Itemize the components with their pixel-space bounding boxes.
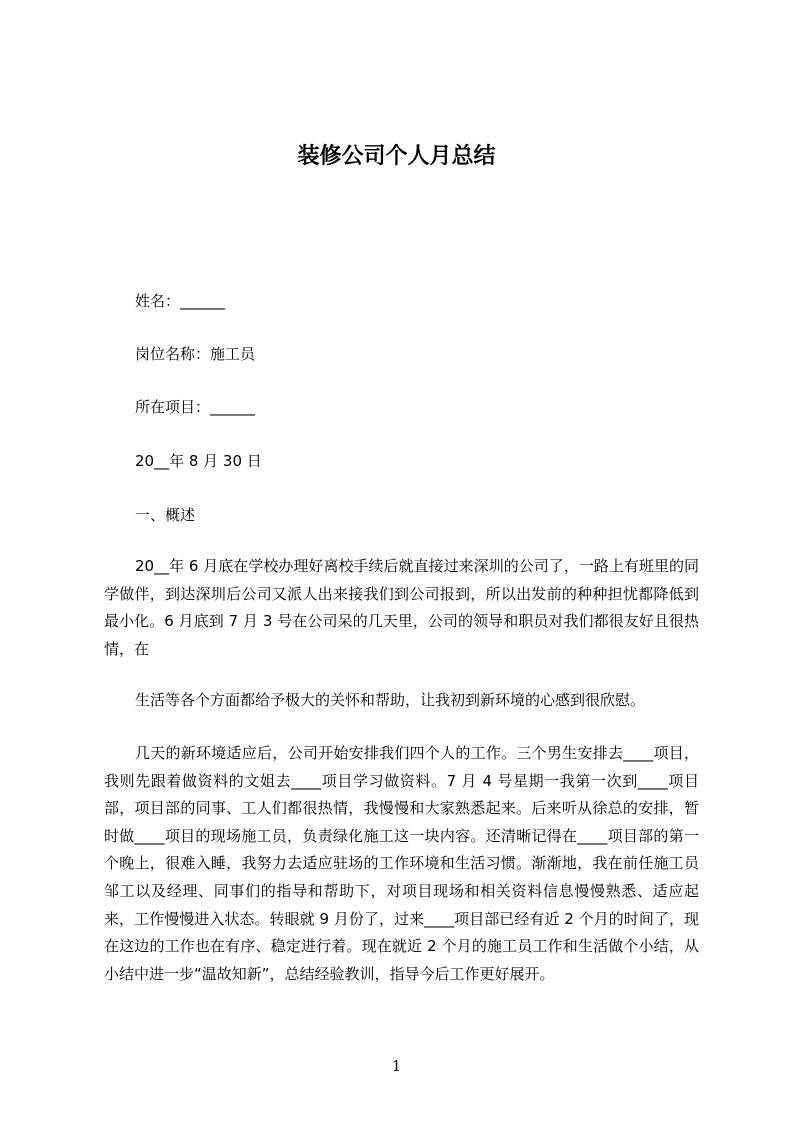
document-title: 装修公司个人月总结 <box>297 144 496 169</box>
page-number: 1 <box>391 1057 402 1075</box>
section-heading: 一、概述 <box>135 506 196 524</box>
paragraph-2: 生活等各个方面都给予极大的关怀和帮助，让我初到新环境的心感到很欣慰。 <box>135 691 646 709</box>
position-field: 岗位名称：施工员 <box>135 345 256 363</box>
paragraph-3: 几天的新环境适应后，公司开始安排我们四个人的工作。三个男生安排去____项目，我则先跟着做资料的文姐去____项目学习做资料。7 月 4 号星期一我第一次到____项目部，项目部的同事、工人们都很热情，我慢慢和大家熟悉起来。后来听从徐总的安排，暂时做____项目的现场施工员，负责绿化施工这一块内容。还清晰记得在____项目部的第一个晚上，很难入睡，我努力去适应驻场的工作环境和生活习惯。渐渐地，我在前任施工员邹工以及经理、同事们的指导和帮助下，对项目现场和相关资料信息慢慢熟悉、适应起来，工作慢慢进入状态。转眼就 9 月份了，过来____项目部已经有近 2 个月的时间了，现在这边的工作也在有序、稳定进行着。现在就近 2 个月的施工员工作和生活做个小结，从小结中进一步“温故知新”，总结经验教训，指导今后工作更好展开。 <box>104 744 699 983</box>
date-field: 20__年 8 月 30 日 <box>135 452 262 470</box>
paragraph-1: 20__年 6 月底在学校办理好离校手续后就直接过来深圳的公司了，一路上有班里的同学做伴，到达深圳后公司又派人出来接我们到公司报到，所以出发前的种种担忧都降低到最小化。6 月底到 7 月 3 号在公司呆的几天里，公司的领导和职员对我们都很友好且很热情，在 <box>104 557 699 658</box>
project-field: 所在项目：______ <box>135 398 256 416</box>
name-field: 姓名：______ <box>135 292 226 310</box>
